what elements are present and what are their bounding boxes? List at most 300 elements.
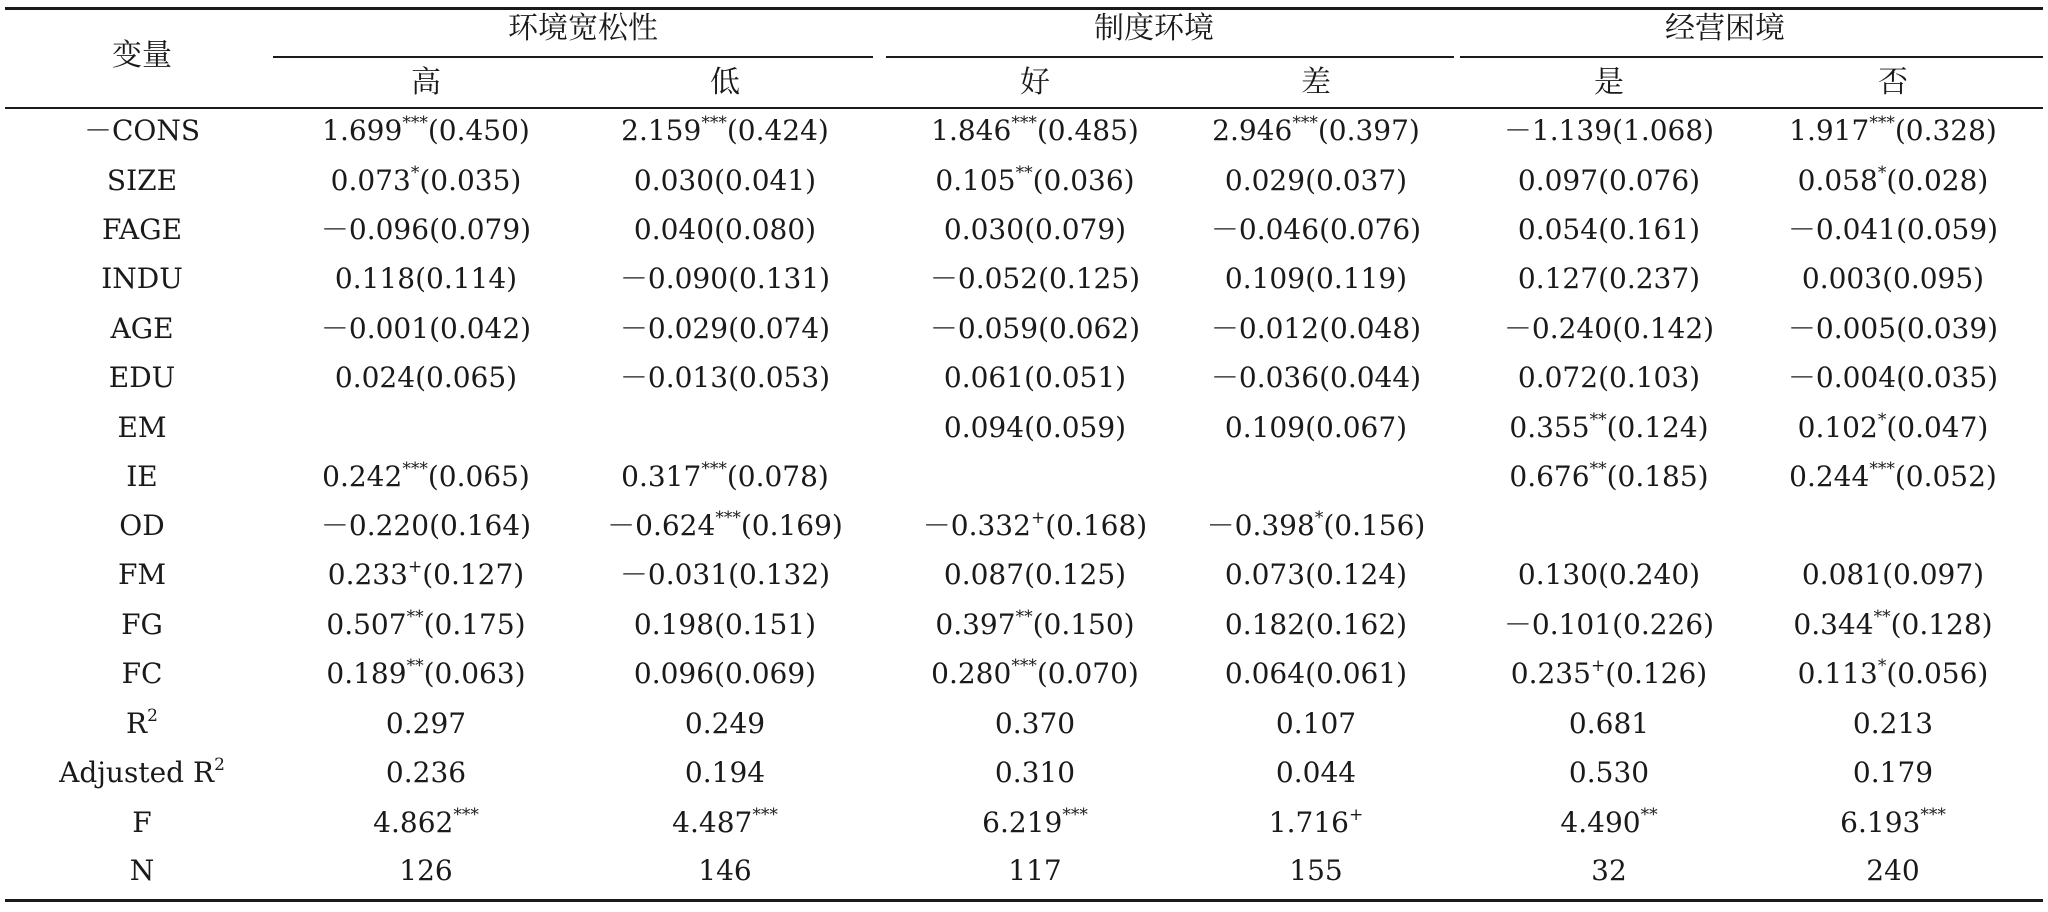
- coefficient: 0.344: [1793, 608, 1874, 641]
- standard-error: (0.061): [1305, 657, 1408, 690]
- sub-header-yes: 是: [1594, 65, 1624, 100]
- standard-error: (0.150): [1032, 608, 1135, 641]
- significance-marker: ***: [1011, 656, 1037, 676]
- standard-error: (0.164): [429, 509, 532, 542]
- table-cell: [931, 115, 1139, 151]
- standard-error: (0.070): [1036, 657, 1139, 690]
- table-cell: [672, 807, 778, 843]
- significance-marker: **: [1015, 607, 1033, 627]
- row-label-text: EDU: [108, 361, 176, 394]
- standard-error: (0.028): [1886, 164, 1989, 197]
- table-cell: [944, 362, 1126, 394]
- standard-error: (0.124): [1606, 411, 1709, 444]
- sub-header-high: 高: [411, 65, 441, 100]
- standard-error: (0.151): [714, 608, 817, 641]
- row-label-text: INDU: [101, 262, 183, 295]
- coefficient: 1.699: [322, 114, 403, 147]
- coefficient: －0.005: [1787, 312, 1897, 345]
- table-cell: [322, 461, 530, 497]
- row-label: [84, 115, 200, 147]
- significance-marker: ***: [752, 805, 778, 825]
- row-label-text: EM: [117, 411, 167, 444]
- table-row: [5, 214, 2043, 264]
- table-cell: [995, 757, 1075, 789]
- coefficient: －0.096: [320, 213, 430, 246]
- row-label-text: FG: [121, 608, 163, 641]
- coefficient: 155: [1289, 854, 1343, 887]
- standard-error: (0.156): [1323, 509, 1426, 542]
- significance-marker: **: [1640, 805, 1658, 825]
- coefficient: 0.072: [1517, 361, 1599, 394]
- table-cell: [1225, 609, 1407, 641]
- significance-marker: ***: [1920, 805, 1946, 825]
- row-label-text: FM: [117, 558, 167, 591]
- significance-marker: **: [1873, 607, 1891, 627]
- table-cell: [634, 609, 816, 641]
- coefficient: 0.213: [1852, 707, 1934, 740]
- coefficient: 6.219: [982, 806, 1063, 839]
- table-cell: [634, 658, 816, 690]
- table-cell: [1789, 461, 1997, 497]
- standard-error: (0.097): [1882, 558, 1985, 591]
- coefficient: 6.193: [1840, 806, 1921, 839]
- coefficient: 0.024: [334, 361, 416, 394]
- group-rule-distress: [1460, 56, 2043, 58]
- row-label: [117, 412, 166, 444]
- standard-error: (0.080): [714, 213, 817, 246]
- significance-marker: **: [1589, 459, 1607, 479]
- coefficient: －0.046: [1210, 213, 1320, 246]
- table-cell: [685, 757, 765, 789]
- row-label-text: F: [132, 806, 152, 839]
- table-cell: [634, 214, 816, 246]
- table-cell: [621, 461, 829, 497]
- table-cell: [1798, 412, 1989, 448]
- table-cell: [1276, 757, 1356, 789]
- standard-error: (0.052): [1894, 460, 1997, 493]
- standard-error: (0.074): [728, 312, 831, 345]
- significance-marker: **: [406, 656, 424, 676]
- table-row: [5, 412, 2043, 462]
- standard-error: (0.103): [1598, 361, 1701, 394]
- coefficient: 0.109: [1224, 262, 1306, 295]
- table-cell: [1511, 658, 1707, 694]
- row-label-header: 变量: [112, 38, 172, 73]
- table-cell: [620, 313, 830, 345]
- coefficient: 0.030: [633, 164, 715, 197]
- table-cell: [1509, 412, 1708, 448]
- coefficient: 0.094: [943, 411, 1025, 444]
- coefficient: 0.087: [943, 558, 1025, 591]
- significance-marker: *: [410, 163, 420, 183]
- standard-error: (0.079): [429, 213, 532, 246]
- sub-header-no: 否: [1878, 65, 1908, 100]
- row-label-superscript: 2: [214, 755, 225, 775]
- coefficient: －0.001: [320, 312, 430, 345]
- row-label: [130, 855, 155, 887]
- coefficient: 1.846: [931, 114, 1012, 147]
- coefficient: 0.244: [1789, 460, 1870, 493]
- standard-error: (0.169): [740, 509, 843, 542]
- table-cell: [386, 757, 466, 789]
- table-row: [5, 165, 2043, 215]
- standard-error: (0.161): [1598, 213, 1701, 246]
- coefficient: 0.235: [1510, 657, 1591, 690]
- significance-marker: ***: [402, 459, 428, 479]
- table-cell: [373, 807, 479, 843]
- significance-marker: +: [407, 557, 423, 577]
- table-cell: [1212, 115, 1420, 151]
- standard-error: (0.127): [422, 558, 525, 591]
- table-cell: [1798, 658, 1989, 694]
- standard-error: (0.056): [1886, 657, 1989, 690]
- significance-marker: ***: [701, 113, 727, 133]
- coefficient: －0.013: [619, 361, 729, 394]
- row-label-text: FAGE: [101, 213, 183, 246]
- table-cell: [326, 609, 525, 645]
- coefficient: 0.105: [935, 164, 1016, 197]
- table-cell: [326, 658, 525, 694]
- standard-error: (0.059): [1024, 411, 1127, 444]
- row-label-text: SIZE: [106, 164, 178, 197]
- significance-marker: ***: [1869, 113, 1895, 133]
- coefficient: 126: [399, 854, 453, 887]
- table-cell: [335, 263, 517, 295]
- significance-marker: **: [1015, 163, 1033, 183]
- table-cell: [1225, 263, 1407, 295]
- standard-error: (0.051): [1024, 361, 1127, 394]
- coefficient: 0.194: [684, 756, 766, 789]
- standard-error: (0.035): [419, 164, 522, 197]
- coefficient: －0.052: [929, 262, 1039, 295]
- table-cell: [1788, 313, 1998, 345]
- standard-error: (0.042): [429, 312, 532, 345]
- table-cell: [1207, 510, 1426, 546]
- table-cell: [1802, 559, 1984, 591]
- row-label: [110, 313, 173, 345]
- table-cell: [930, 313, 1140, 345]
- group-header-institution: 制度环境: [1094, 11, 1214, 46]
- coefficient: 4.487: [672, 806, 753, 839]
- table-row: [5, 658, 2043, 708]
- standard-error: (0.485): [1036, 114, 1139, 147]
- significance-marker: **: [406, 607, 424, 627]
- bottom-rule: [5, 899, 2043, 902]
- significance-marker: **: [1589, 410, 1607, 430]
- standard-error: (0.328): [1894, 114, 1997, 147]
- coefficient: 0.044: [1275, 756, 1357, 789]
- row-label-text: FC: [121, 657, 163, 690]
- standard-error: (0.424): [726, 114, 829, 147]
- row-label-text: OD: [119, 509, 165, 542]
- group-header-distress: 经营困境: [1665, 11, 1785, 46]
- table-cell: [621, 115, 829, 151]
- coefficient: 0.118: [334, 262, 416, 295]
- significance-marker: ***: [1292, 113, 1318, 133]
- coefficient: 0.058: [1797, 164, 1878, 197]
- table-cell: [620, 362, 830, 394]
- table-cell: [1788, 214, 1998, 246]
- table-row: [5, 708, 2043, 758]
- table-cell: [1789, 115, 1997, 151]
- significance-marker: ***: [715, 508, 741, 528]
- coefficient: 0.097: [1517, 164, 1599, 197]
- significance-marker: ***: [402, 113, 428, 133]
- coefficient: －0.031: [619, 558, 729, 591]
- standard-error: (0.063): [423, 657, 526, 690]
- table-cell: [1269, 807, 1363, 843]
- standard-error: (0.142): [1612, 312, 1715, 345]
- coefficient: 0.130: [1517, 558, 1599, 591]
- coefficient: 146: [698, 854, 752, 887]
- significance-marker: *: [1877, 163, 1887, 183]
- coefficient: 4.862: [373, 806, 454, 839]
- standard-error: (0.041): [714, 164, 817, 197]
- coefficient: 0.236: [385, 756, 467, 789]
- coefficient: －0.012: [1210, 312, 1320, 345]
- table-cell: [1225, 658, 1407, 690]
- standard-error: (0.125): [1038, 262, 1141, 295]
- table-cell: [923, 510, 1147, 546]
- coefficient: 0.054: [1517, 213, 1599, 246]
- table-cell: [1853, 708, 1933, 740]
- table-cell: [944, 214, 1126, 246]
- table-row: [5, 757, 2043, 807]
- table-row: [5, 263, 2043, 313]
- coefficient: －0.090: [619, 262, 729, 295]
- table-cell: [1518, 214, 1700, 246]
- table-cell: [1591, 855, 1627, 887]
- table-row: [5, 510, 2043, 560]
- significance-marker: *: [1314, 508, 1324, 528]
- significance-marker: ***: [1869, 459, 1895, 479]
- standard-error: (0.065): [415, 361, 518, 394]
- row-label: [101, 263, 183, 295]
- table-cell: [1853, 757, 1933, 789]
- standard-error: (0.079): [1024, 213, 1127, 246]
- significance-marker: ***: [453, 805, 479, 825]
- coefficient: 0.064: [1224, 657, 1306, 690]
- row-label-text: －CONS: [83, 114, 201, 147]
- standard-error: (0.076): [1598, 164, 1701, 197]
- standard-error: (0.078): [726, 460, 829, 493]
- coefficient: 0.249: [684, 707, 766, 740]
- group-rule-environment: [273, 56, 873, 58]
- significance-marker: ***: [701, 459, 727, 479]
- coefficient: 0.081: [1801, 558, 1883, 591]
- table-cell: [1840, 807, 1946, 843]
- table-cell: [930, 263, 1140, 295]
- table-cell: [935, 609, 1134, 645]
- standard-error: (0.131): [728, 262, 831, 295]
- coefficient: 0.297: [385, 707, 467, 740]
- table-row: [5, 855, 2043, 905]
- coefficient: －0.036: [1210, 361, 1320, 394]
- significance-marker: ***: [1011, 113, 1037, 133]
- coefficient: 0.370: [994, 707, 1076, 740]
- coefficient: 0.182: [1224, 608, 1306, 641]
- table-cell: [982, 807, 1088, 843]
- table-cell: [1569, 757, 1649, 789]
- standard-error: (0.065): [427, 460, 530, 493]
- row-label: [126, 461, 158, 493]
- standard-error: (0.095): [1882, 262, 1985, 295]
- coefficient: 240: [1866, 854, 1920, 887]
- standard-error: (0.240): [1598, 558, 1701, 591]
- table-row: [5, 461, 2043, 511]
- standard-error: (0.062): [1038, 312, 1141, 345]
- row-label: [121, 609, 163, 641]
- regression-table: [5, 0, 2043, 912]
- table-cell: [620, 559, 830, 591]
- standard-error: (0.039): [1896, 312, 1999, 345]
- significance-marker: +: [1348, 805, 1364, 825]
- standard-error: (0.047): [1886, 411, 1989, 444]
- table-cell: [1504, 115, 1714, 147]
- table-cell: [698, 855, 751, 887]
- table-cell: [321, 214, 531, 246]
- table-cell: [1518, 559, 1700, 591]
- table-cell: [328, 559, 524, 595]
- standard-error: (0.119): [1305, 262, 1408, 295]
- standard-error: (0.036): [1032, 164, 1135, 197]
- coefficient: 0.280: [931, 657, 1012, 690]
- table-row: [5, 313, 2043, 363]
- coefficient: 0.096: [633, 657, 715, 690]
- table-cell: [1276, 708, 1356, 740]
- table-cell: [322, 115, 530, 151]
- standard-error: (0.168): [1045, 509, 1148, 542]
- coefficient: 2.159: [621, 114, 702, 147]
- table-cell: [335, 362, 517, 394]
- coefficient: 32: [1591, 854, 1627, 887]
- standard-error: (0.128): [1890, 608, 1993, 641]
- coefficient: 0.310: [994, 756, 1076, 789]
- table-cell: [1509, 461, 1708, 497]
- coefficient: －0.220: [320, 509, 430, 542]
- row-label: [118, 559, 166, 591]
- standard-error: (0.175): [423, 608, 526, 641]
- coefficient: 0.198: [633, 608, 715, 641]
- coefficient: 0.317: [621, 460, 702, 493]
- row-label: [59, 757, 225, 793]
- table-cell: [1225, 559, 1407, 591]
- row-label: [107, 165, 177, 197]
- table-cell: [1802, 263, 1984, 295]
- coefficient: －0.240: [1503, 312, 1613, 345]
- coefficient: 0.073: [330, 164, 411, 197]
- coefficient: －0.101: [1503, 608, 1613, 641]
- coefficient: 0.030: [943, 213, 1025, 246]
- significance-marker: *: [1877, 656, 1887, 676]
- coefficient: －1.139: [1503, 114, 1613, 147]
- coefficient: 0.397: [935, 608, 1016, 641]
- row-label-text: IE: [126, 460, 158, 493]
- table-cell: [1504, 609, 1714, 641]
- coefficient: 0.179: [1852, 756, 1934, 789]
- coefficient: －0.041: [1787, 213, 1897, 246]
- sub-header-poor: 差: [1301, 65, 1331, 100]
- table-cell: [321, 313, 531, 345]
- coefficient: 0.073: [1224, 558, 1306, 591]
- standard-error: (0.185): [1606, 460, 1709, 493]
- coefficient: －0.624: [607, 509, 716, 542]
- table-cell: [1788, 362, 1998, 394]
- table-cell: [1569, 708, 1649, 740]
- table-cell: [995, 708, 1075, 740]
- significance-marker: *: [1877, 410, 1887, 430]
- standard-error: (0.035): [1896, 361, 1999, 394]
- table-row: [5, 609, 2043, 659]
- table-cell: [1225, 412, 1407, 444]
- table-cell: [931, 658, 1139, 694]
- coefficient: －0.059: [929, 312, 1039, 345]
- standard-error: (0.124): [1305, 558, 1408, 591]
- standard-error: (0.132): [728, 558, 831, 591]
- table-cell: [607, 510, 843, 546]
- table-cell: [1211, 214, 1421, 246]
- coefficient: 0.113: [1797, 657, 1878, 690]
- standard-error: (0.067): [1305, 411, 1408, 444]
- row-label: [126, 708, 158, 744]
- table-cell: [620, 263, 830, 295]
- row-label: [122, 658, 163, 690]
- row-label: [109, 362, 176, 394]
- table-row: [5, 559, 2043, 609]
- standard-error: (0.069): [714, 657, 817, 690]
- coefficient: 0.242: [322, 460, 403, 493]
- standard-error: (0.125): [1024, 558, 1127, 591]
- row-label: [132, 807, 151, 839]
- standard-error: (0.162): [1305, 608, 1408, 641]
- standard-error: (0.126): [1605, 657, 1708, 690]
- table-row: [5, 362, 2043, 412]
- standard-error: (0.048): [1319, 312, 1422, 345]
- coefficient: 2.946: [1212, 114, 1293, 147]
- table-cell: [1211, 362, 1421, 394]
- table-cell: [1793, 609, 1992, 645]
- significance-marker: +: [1590, 656, 1606, 676]
- coefficient: 0.681: [1568, 707, 1650, 740]
- table-row: [5, 807, 2043, 857]
- coefficient: 1.917: [1789, 114, 1870, 147]
- group-rule-institution: [886, 56, 1454, 58]
- table-cell: [1289, 855, 1342, 887]
- table-cell: [1866, 855, 1919, 887]
- standard-error: (1.068): [1612, 114, 1715, 147]
- row-label-text: AGE: [110, 312, 174, 345]
- standard-error: (0.053): [728, 361, 831, 394]
- coefficient: 117: [1008, 854, 1062, 887]
- coefficient: －0.398: [1206, 509, 1315, 542]
- sub-header-low: 低: [710, 65, 740, 100]
- standard-error: (0.037): [1305, 164, 1408, 197]
- row-label-text: R: [126, 707, 148, 740]
- table-cell: [944, 412, 1126, 444]
- table-cell: [1211, 313, 1421, 345]
- coefficient: 0.189: [326, 657, 407, 690]
- table-cell: [386, 708, 466, 740]
- header-rule: [5, 107, 2043, 109]
- coefficient: 0.040: [633, 213, 715, 246]
- row-label: [102, 214, 182, 246]
- standard-error: (0.044): [1319, 361, 1422, 394]
- coefficient: 0.029: [1224, 164, 1306, 197]
- table-cell: [1560, 807, 1657, 843]
- standard-error: (0.237): [1598, 262, 1701, 295]
- standard-error: (0.114): [415, 262, 518, 295]
- table-cell: [1008, 855, 1061, 887]
